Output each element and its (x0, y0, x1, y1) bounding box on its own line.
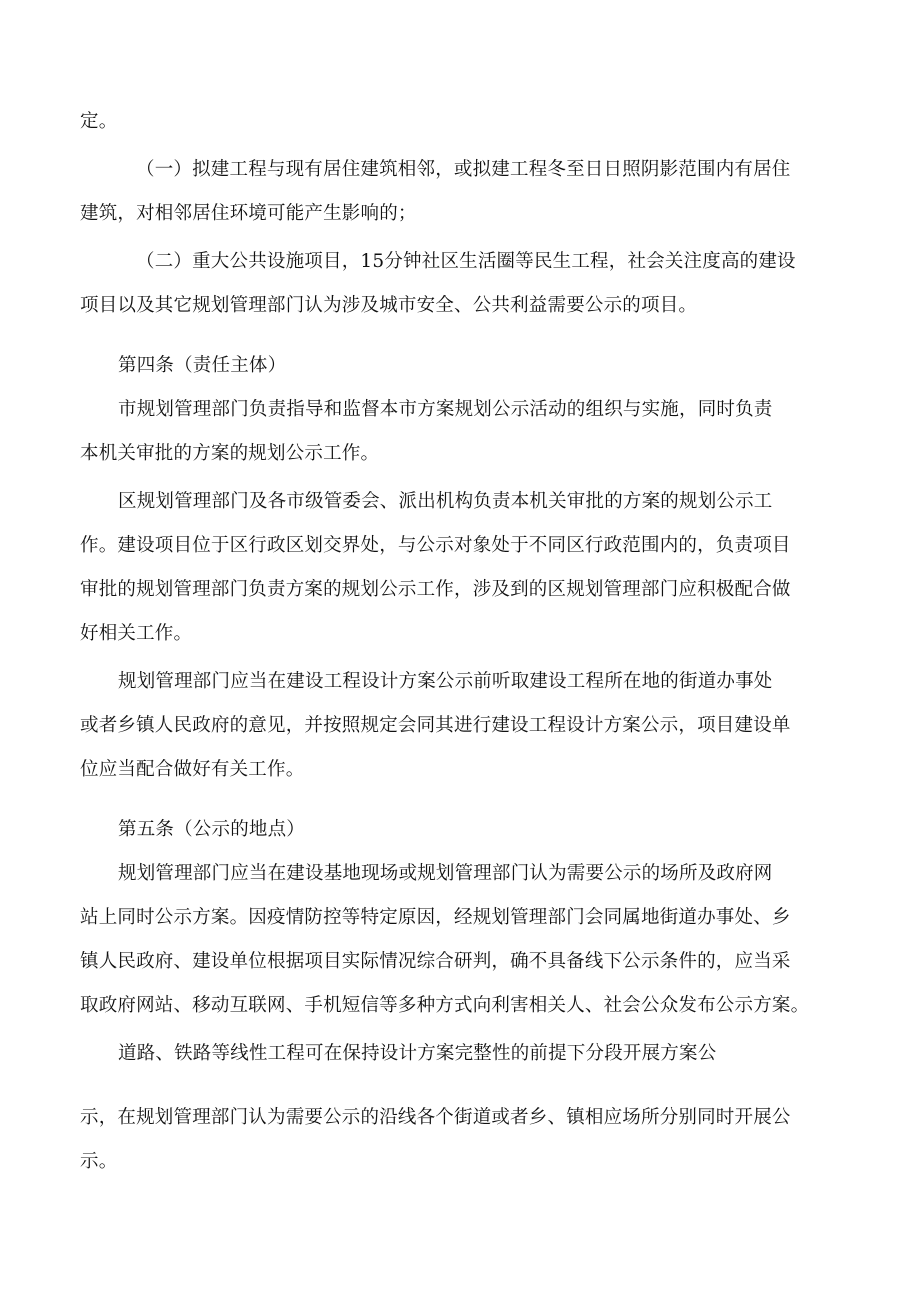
article-4-paragraph-2-line: 审批的规划管理部门负责方案的规划公示工作，涉及到的区规划管理部门应积极配合做 (80, 579, 791, 600)
article-5-paragraph-1-line: 取政府网站、移动互联网、手机短信等多种方式向利害相关人、社会公众发布公示方案。 (80, 995, 810, 1016)
list-item-2-line: （二）重大公共设施项目，15分钟社区生活圈等民生工程，社会关注度高的建设 (136, 251, 796, 272)
article-5-paragraph-1-line: 站上同时公示方案。因疫情防控等特定原因，经规划管理部门会同属地街道办事处、乡 (80, 907, 791, 928)
article-5-paragraph-2-line: 示，在规划管理部门认为需要公示的沿线各个街道或者乡、镇相应场所分别同时开展公 (80, 1107, 791, 1128)
article-4-paragraph-2-line: 区规划管理部门及各市级管委会、派出机构负责本机关审批的方案的规划公示工 (118, 491, 773, 512)
document-page (80, 100, 840, 1184)
list-item-1-line: （一）拟建工程与现有居住建筑相邻，或拟建工程冬至日日照阴影范围内有居住 (136, 159, 791, 180)
article-5-paragraph-2-line: 示。 (80, 1151, 118, 1172)
article-4-paragraph-1-line: 市规划管理部门负责指导和监督本市方案规划公示活动的组织与实施，同时负责 (118, 399, 773, 420)
text-line: 定。 (80, 111, 118, 132)
article-5-paragraph-2-line: 道路、铁路等线性工程可在保持设计方案完整性的前提下分段开展方案公 (118, 1043, 717, 1064)
article-4-heading: 第四条（责任主体） (118, 355, 287, 376)
article-5-heading: 第五条（公示的地点） (118, 819, 306, 840)
article-5-paragraph-1-line: 镇人民政府、建设单位根据项目实际情况综合研判，确不具备线下公示条件的，应当采 (80, 951, 791, 972)
list-item-1-line: 建筑，对相邻居住环境可能产生影响的； (80, 203, 417, 224)
article-4-paragraph-3-line: 位应当配合做好有关工作。 (80, 759, 305, 780)
article-4-paragraph-2-line: 作。建设项目位于区行政区划交界处，与公示对象处于不同区行政范围内的，负责项目 (80, 535, 791, 556)
article-4-paragraph-3-line: 规划管理部门应当在建设工程设计方案公示前听取建设工程所在地的街道办事处 (118, 671, 773, 692)
article-4-paragraph-2-line: 好相关工作。 (80, 623, 193, 644)
article-4-paragraph-1-line: 本机关审批的方案的规划公示工作。 (80, 443, 380, 464)
list-item-2-line: 项目以及其它规划管理部门认为涉及城市安全、公共利益需要公示的项目。 (80, 295, 698, 316)
article-5-paragraph-1-line: 规划管理部门应当在建设基地现场或规划管理部门认为需要公示的场所及政府网 (118, 863, 773, 884)
article-4-paragraph-3-line: 或者乡镇人民政府的意见，并按照规定会同其进行建设工程设计方案公示，项目建设单 (80, 715, 791, 736)
